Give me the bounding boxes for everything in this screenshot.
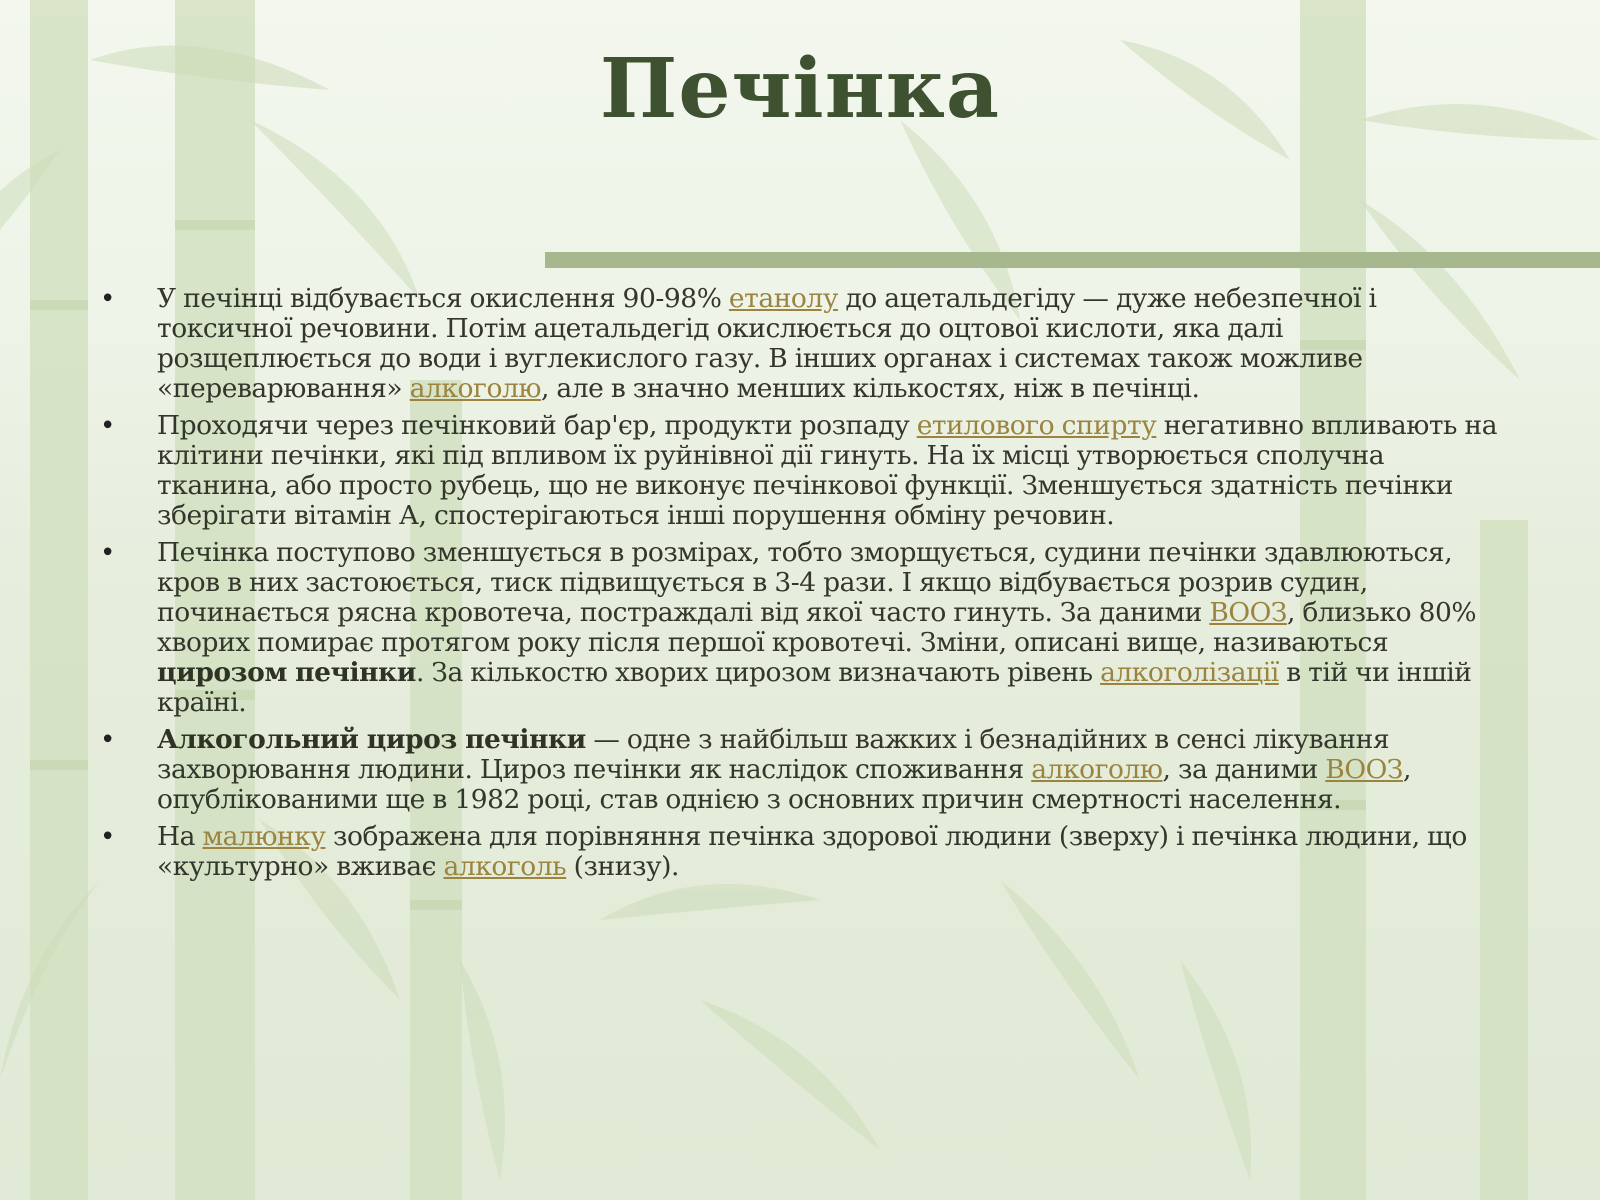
slide-title: Печінка [599,41,1001,137]
bullet-text: Проходячи через печінковий бар'єр, продукти розпаду [157,410,917,441]
link-ethyl-alcohol[interactable]: етилового спирту [916,410,1157,441]
link-picture[interactable]: малюнку [202,821,326,852]
bullet-dot-icon: • [100,284,115,314]
bullet-text: , опублікованими ще в 1982 році, став однією з основних причин смертності населення. [157,754,1411,815]
bullet-text: , за даними [1162,754,1326,785]
bullet-item-alcoholic-cirrhosis [100,725,1500,815]
bullet-text: , але в значно менших кількостях, ніж в печінці. [540,373,1200,404]
bullet-dot-icon: • [100,725,115,755]
link-alcoholization[interactable]: алкоголізації [1100,657,1279,688]
link-who[interactable]: ВООЗ [1209,597,1287,628]
bullet-list [100,284,1500,889]
link-ethanol[interactable]: етанолу [728,283,838,314]
bullet-text: зображена для порівняння печінка здорової людини (зверху) і печінка людини, що «культурно» вживає [157,821,1467,882]
bullet-text: , близько 80% хворих помирає протягом року після першої кровотечі. Зміни, описані вище, називаються [157,597,1477,658]
bullet-item-picture [100,822,1500,882]
link-alcohol[interactable]: алкоголь [443,851,567,882]
bullet-dot-icon: • [100,822,115,852]
link-alcohol[interactable]: алкоголю [409,373,541,404]
bullet-dot-icon: • [100,411,115,441]
bullet-text: негативно впливають на клітини печінки, які під впливом їх руйнівної дії гинуть. На їх місці утворюється сполучна тканина, або просто рубець, що не виконує печінкової функції. Зменшується здатність печінки зберігати вітамін А, спостерігаються інші порушення обміну речовин. [157,410,1498,531]
bullet-text: У печінці відбувається окислення 90-98% [157,283,729,314]
bold-alcoholic-cirrhosis: Алкогольний цироз печінки [157,724,586,755]
bullet-text: (знизу). [566,851,679,882]
bullet-item-liver-shrinking [100,538,1500,718]
link-alcohol[interactable]: алкоголю [1031,754,1163,785]
bullet-dot-icon: • [100,538,115,568]
bullet-text: . За кількостю хворих цирозом визначають рівень [415,657,1101,688]
bullet-text: Печінка поступово зменшується в розмірах, тобто зморщується, судини печінки здавлюються, кров в них застоюється, тиск підвищується в 3-4 рази. І якщо відбувається розрив судин, починається рясна кровотеча, постраждалі від якої часто гинуть. За даними [157,537,1453,628]
bullet-text: в тій чи іншій країні. [157,657,1472,718]
bullet-text: На [157,821,203,852]
bullet-item-ethanol [100,284,1500,404]
link-who[interactable]: ВООЗ [1325,754,1403,785]
title-accent-bar [545,252,1600,268]
bullet-text: — одне з найбільш важких і безнадійних в сенсі лікування захворювання людини. Цироз печінки як наслідок споживання [157,724,1390,785]
bold-cirrhosis: цирозом печінки [157,657,416,688]
bullet-item-liver-barrier [100,411,1500,531]
bullet-text: до ацетальдегіду — дуже небезпечної і токсичної речовини. Потім ацетальдегід окислюється до оцтової кислоти, яка далі розщеплюється до води і вуглекислого газу. В інших органах і системах також можливе «переварювання» [157,283,1377,404]
